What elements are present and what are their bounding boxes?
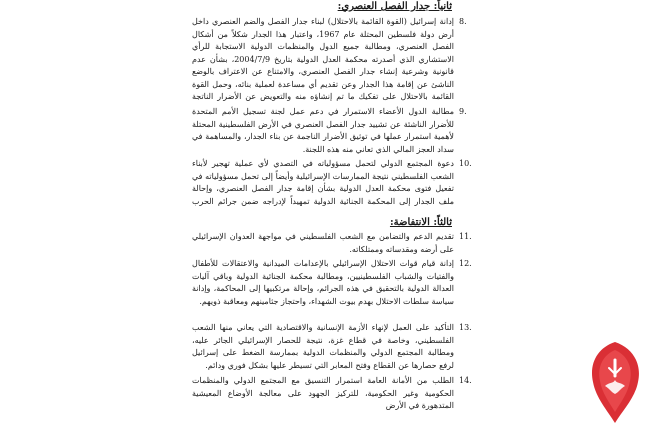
clause-number: 13. xyxy=(459,323,472,332)
clause-text: مطالبة الدول الأعضاء الاستمرار في دعم عمل لجنة تسجيل الأمم المتحدة للأضرار الناشئة عن تشييد جدار الفصل العنصري في الأرض الفلسطينية المحتلة لأهمية استمرار عملها في توثيق الأضرار الناجمة عن بناء الجدار، والمساهمة في سداد العجز المالي الذي تعاني منه هذه اللجنة. xyxy=(192,107,454,154)
clause-14 xyxy=(192,375,472,412)
clause-number: 12. xyxy=(459,259,472,268)
section-heading-apartheid-wall: ثانياً: جدار الفصل العنصري: xyxy=(337,1,452,12)
clause-text: إدانة إسرائيل (القوة القائمة بالاحتلال) لبناء جدار الفصل والضم العنصري داخل أرض دولة فلسطين المحتلة عام 1967، واعتبار هذا الجدار شكلاً من أشكال الفصل العنصري، ومطالبة جميع الدول والمنظمات الدولية الاستجابة للرأي الاستشاري الذي أصدرته محكمة العدل الدولية بتاريخ 2004/7/9، بشأن عدم قانونية وشرعية إنشاء جدار الفصل العنصري، والامتناع عن الاعتراف بالوضع الناشئ عن إقامة هذا الجدار وعن تقديم أي مساعدة لعملية بنائه، وحمل القوة القائمة بالاحتلال على تفكيك ما تم إنشاؤه منه والتعويض عن الأضرار الناتجة xyxy=(192,17,454,101)
clause-8 xyxy=(192,16,467,104)
clause-number: 9. xyxy=(459,107,467,116)
clause-number: 11. xyxy=(459,232,472,241)
clause-10 xyxy=(192,158,472,208)
clause-number: 14. xyxy=(459,376,472,385)
clause-13 xyxy=(192,322,472,372)
clause-9 xyxy=(192,106,467,156)
clause-12 xyxy=(192,258,472,320)
clause-text: دعوة المجتمع الدولي لتحمل مسؤولياته في التصدي لأي عملية تهجير لأبناء الشعب الفلسطيني نتيجة الممارسات الإسرائيلية وأيضاً إلى تحمل مسؤولياته في تفعيل فتوى محكمة العدل الدولية بشأن إقامة جدار الفصل العنصري، وإحالة ملف الجدار إلى المحكمة الجنائية الدولية تمهيداً لإدراجه ضمن جرائم الحرب xyxy=(192,159,454,206)
clause-text: إدانة قيام قوات الاحتلال الإسرائيلي بالإعدامات الميدانية والاعتقالات للأطفال والفتيات والشباب الفلسطينيين، ومطالبة محكمة الجنائية الدولية وباقي آليات العدالة الدولية بالتحقيق في هذه الجرائم، وإحالة مرتكبيها إلى المحاكمة، وإدانة سياسة سلطات الاحتلال بهدم بيوت الشهداء، واحتجاز جثامينهم ومعاقبة ذويهم. xyxy=(192,259,454,306)
clause-number: 10. xyxy=(459,159,472,168)
clause-number: 8. xyxy=(459,17,467,26)
maan-logo-icon xyxy=(585,340,645,425)
clause-text: تقديم الدعم والتضامن مع الشعب الفلسطيني في مواجهة العدوان الإسرائيلي على أرضه ومقدساته وممتلكاته. xyxy=(192,232,454,254)
clause-11 xyxy=(192,231,472,256)
clause-text: الطلب من الأمانة العامة استمرار التنسيق مع المجتمع الدولي والمنظمات الحكومية وغير الحكومية، للتركيز الجهود على معالجة الأوضاع المعيشية المتدهورة في الأرض xyxy=(192,376,454,410)
clause-text: التأكيد على العمل لإنهاء الأزمة الإنسانية والاقتصادية التي يعاني منها الشعب الفلسطيني، وخاصة في قطاع غزة، نتيجة للحصار الإسرائيلي الجائر عليه، ومطالبة المجتمع الدولي والمنظمات الدولية بممارسة الضغط على إسرائيل لرفع حصارها عن القطاع وفتح المعابر التي تسيطر عليها بشكل فوري ودائم. xyxy=(192,323,454,370)
section-heading-intifada: ثالثاً: الانتفاضة: xyxy=(389,217,452,228)
